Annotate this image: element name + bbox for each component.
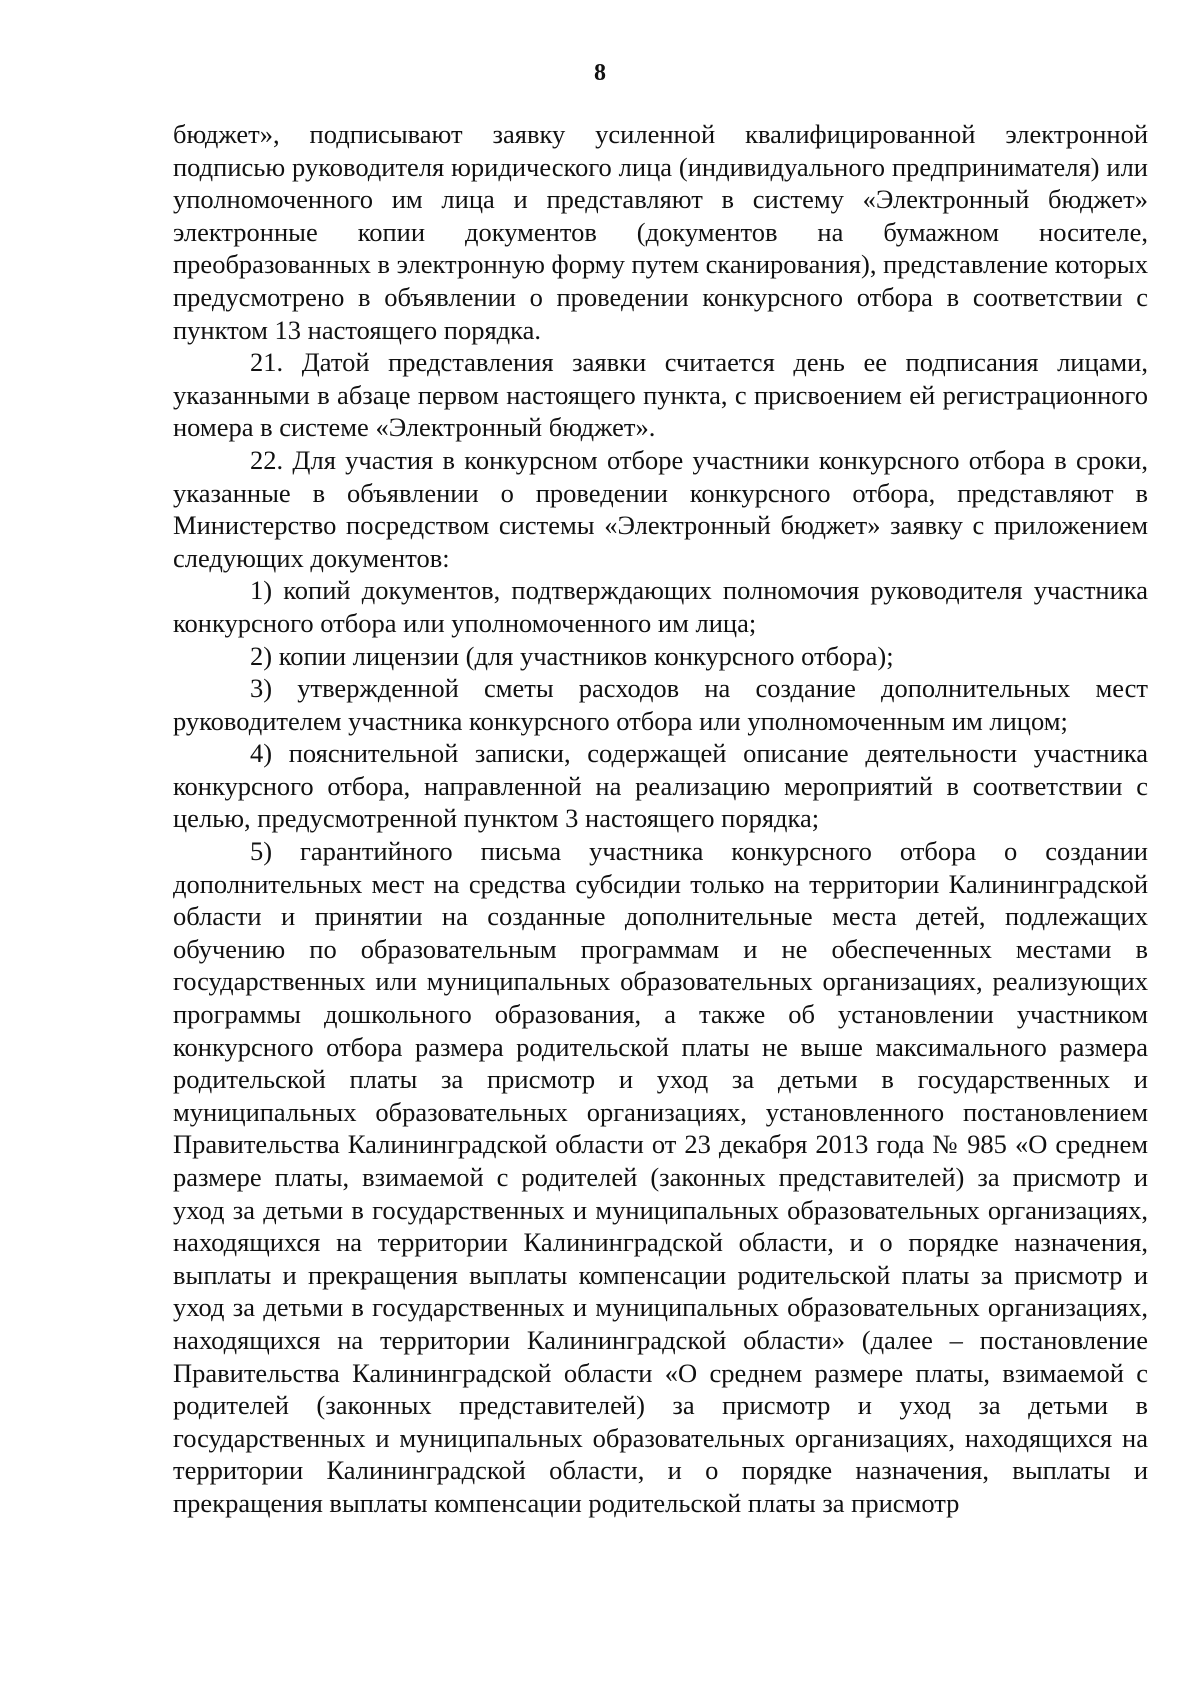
document-body xyxy=(173,118,1148,1520)
list-item-2: 2) копии лицензии (для участников конкурсного отбора); xyxy=(250,640,894,671)
paragraph-item-21: 21. Датой представления заявки считается день ее подписания лицами, указанными в абзаце первом настоящего пункта, с присвоением ей регистрационного номера в системе «Электронный бюджет». xyxy=(173,347,1148,443)
page-number: 8 xyxy=(594,60,606,86)
paragraph-continuation: бюджет», подписывают заявку усиленной квалифицированной электронной подписью руководителя юридического лица (индивидуального предпринимателя) или уполномоченного им лица и представляют в систему «Электронный бюджет» электронные копии документов (документов на бумажном носителе, преобразованных в электронную форму путем сканирования), представление которых предусмотрено в объявлении о проведении конкурсного отбора в соответствии с пунктом 13 настоящего порядка. xyxy=(173,119,1148,345)
paragraph-item-22: 22. Для участия в конкурсном отборе участники конкурсного отбора в сроки, указанные в объявлении о проведении конкурсного отбора, представляют в Министерство посредством системы «Электронный бюджет» заявку с приложением следующих документов: xyxy=(173,444,1148,573)
list-item-5: 5) гарантийного письма участника конкурсного отбора о создании дополнительных мест на средства субсидии только на территории Калининградской области и принятии на созданные дополнительные места детей, подлежащих обучению по образовательным программам и не обеспеченных местами в государственных или муниципальных образовательных организациях, реализующих программы дошкольного образования, а также об установлении участником конкурсного отбора размера родительской платы не выше максимального размера родительской платы за присмотр и уход за детьми в государственных и муниципальных образовательных организациях, установленного постановлением Правительства Калининградской области от 23 декабря 2013 года № 985 «О среднем размере платы, взимаемой с родителей (законных представителей) за присмотр и уход за детьми в государственных и муниципальных образовательных организациях, находящихся на территории Калининградской области, и о порядке назначения, выплаты и прекращения выплаты компенсации родительской платы за присмотр и уход за детьми в государственных и муниципальных образовательных организациях, находящихся на территории Калининградской области» (далее – постановление Правительства Калининградской области «О среднем размере платы, взимаемой с родителей (законных представителей) за присмотр и уход за детьми в государственных и муниципальных образовательных организациях, находящихся на территории Калининградской области, и о порядке назначения, выплаты и прекращения выплаты компенсации родительской платы за присмотр xyxy=(173,836,1148,1518)
list-item-3: 3) утвержденной сметы расходов на создание дополнительных мест руководителем участника конкурсного отбора или уполномоченным им лицом; xyxy=(173,673,1148,736)
list-item-4: 4) пояснительной записки, содержащей описание деятельности участника конкурсного отбора, направленной на реализацию мероприятий в соответствии с целью, предусмотренной пунктом 3 настоящего порядка; xyxy=(173,738,1148,834)
list-item-1: 1) копий документов, подтверждающих полномочия руководителя участника конкурсного отбора или уполномоченного им лица; xyxy=(173,575,1148,638)
